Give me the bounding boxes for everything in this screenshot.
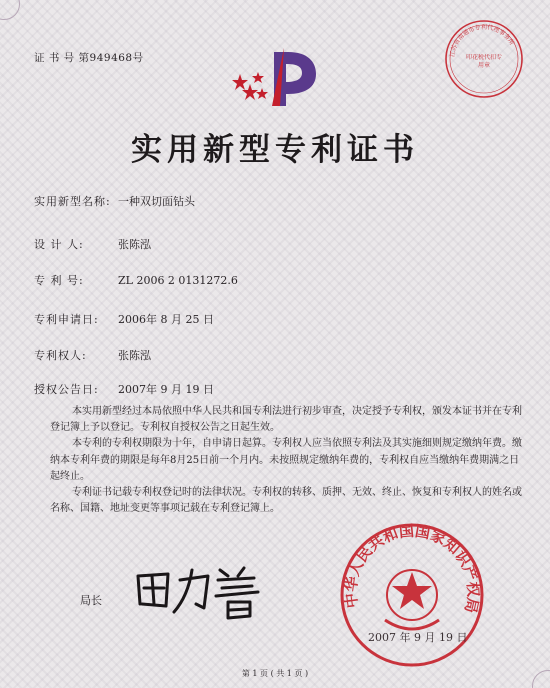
sipo-logo-icon bbox=[228, 44, 324, 116]
body-paragraph: 本专利的专利权期限为十年，自申请日起算。专利权人应当依照专利法及其实施细则规定缴纳年费。缴纳本专利年费的期限是每年8月25日前一个月内。未按照规定缴纳年费的，专利权自应当缴纳年费期满之日起终止。 bbox=[50, 438, 522, 482]
field-label: 专利权人: bbox=[34, 349, 87, 362]
page-number: 第 1 页 ( 共 1 页 ) bbox=[241, 669, 309, 678]
field-row bbox=[34, 347, 151, 363]
tax-seal bbox=[443, 18, 525, 100]
field-value: 2006年 8 月 25 日 bbox=[118, 313, 214, 326]
body-paragraph: 专利证书记载专利权登记时的法律状况。专利权的转移、质押、无效、终止、恢复和专利权人的姓名或名称、国籍、地址变更等事项记载在专利登记簿上。 bbox=[50, 487, 522, 515]
field-value: 张陈泓 bbox=[118, 238, 151, 251]
director-signature bbox=[132, 562, 272, 622]
official-seal bbox=[337, 520, 487, 670]
field-row bbox=[34, 311, 214, 327]
svg-text:中华人民共和国国家知识产权局 bbox=[342, 522, 483, 615]
small-seal-text: 江苏省南通市专利代理事务所 bbox=[448, 23, 516, 58]
corner-ornament bbox=[0, 0, 20, 20]
field-value: ZL 2006 2 0131272.6 bbox=[118, 274, 238, 287]
field-row bbox=[34, 236, 151, 252]
page-title: 实用新型专利证书 bbox=[131, 132, 419, 168]
cert-no-label: 证 书 号 bbox=[34, 52, 75, 64]
field-row bbox=[34, 193, 195, 209]
field-row bbox=[34, 272, 238, 288]
body-paragraph: 本实用新型经过本局依照中华人民共和国专利法进行初步审查，决定授予专利权，颁发本证书并在专利登记簿上予以登记。专利权自授权公告之日起生效。 bbox=[50, 406, 522, 434]
field-label: 实用新型名称: bbox=[34, 195, 111, 208]
field-label: 设 计 人: bbox=[34, 238, 84, 251]
field-value: 2007年 9 月 19 日 bbox=[118, 383, 214, 396]
cert-no-value: 第949468号 bbox=[78, 52, 144, 64]
seal-date: 2007 年 9 月 19 日 bbox=[368, 631, 468, 644]
seal-text: 中华人民共和国国家知识产权局 bbox=[341, 521, 483, 615]
signature-label: 局长 bbox=[80, 594, 102, 607]
field-value: 张陈泓 bbox=[118, 349, 151, 362]
field-label: 专 利 号: bbox=[34, 274, 84, 287]
field-row bbox=[34, 381, 214, 397]
field-label: 专利申请日: bbox=[34, 313, 99, 326]
field-value: 一种双切面钻头 bbox=[118, 195, 195, 208]
field-label: 授权公告日: bbox=[34, 383, 99, 396]
certificate-body bbox=[50, 404, 526, 517]
certificate-number bbox=[34, 50, 144, 65]
small-seal-inner: 印花税代扣专用章 bbox=[465, 54, 502, 69]
